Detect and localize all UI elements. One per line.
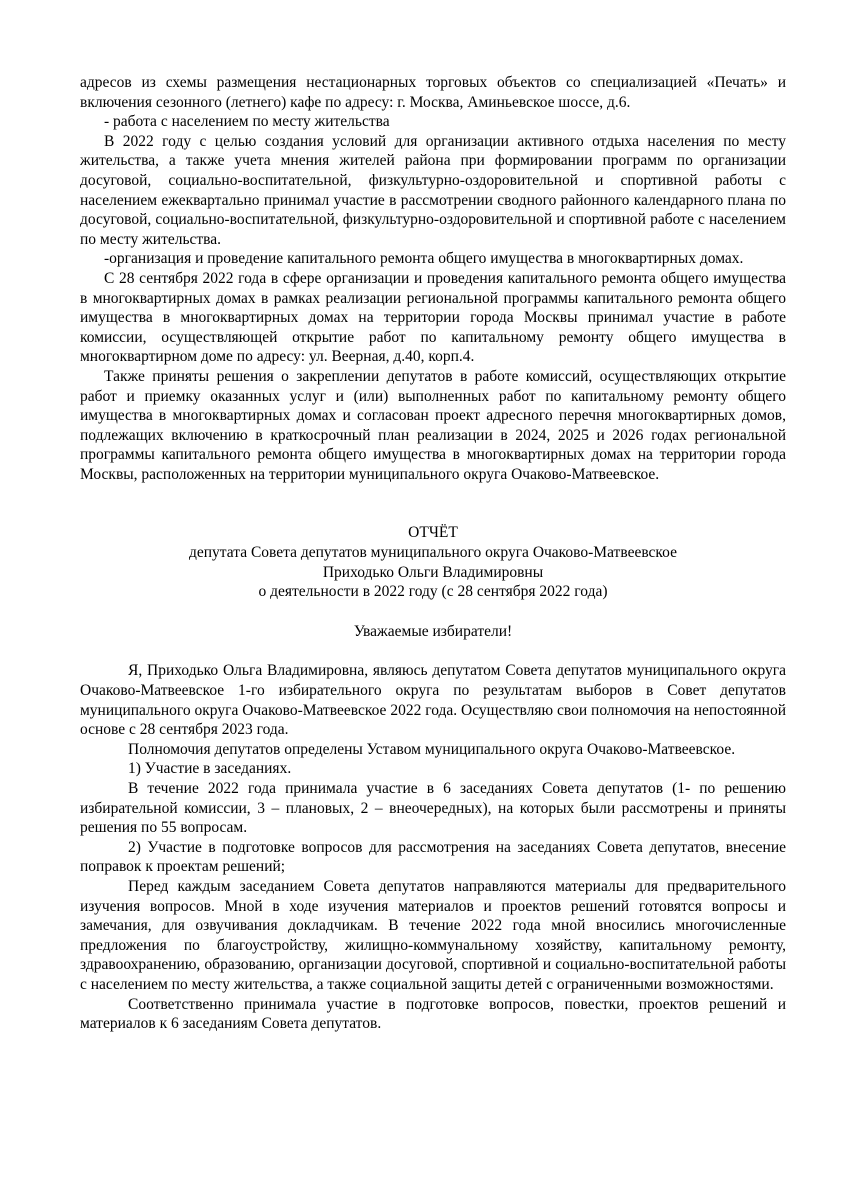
greeting: Уважаемые избиратели!	[353, 622, 513, 640]
paragraph: Соответственно принимала участие в подготовке вопросов, повестки, проектов решений и материалов к 6 заседаниям Совета депутатов.	[80, 995, 786, 1033]
report-author: Приходько Ольги Владимировны	[322, 563, 544, 581]
paragraph: Полномочия депутатов определены Уставом муниципального округа Очаково-Матвеевское.	[128, 740, 736, 758]
report-title: ОТЧЁТ	[408, 524, 458, 542]
paragraph: Также приняты решения о закреплении депутатов в работе комиссий, осуществляющих открытие работ и приемку оказанных услуг и (или) выполненных работ по капитальному ремонту общего имущества в многоквартирных домах и согласован проект адресного перечня многоквартирных домов, подлежащих включению в краткосрочный план реализации в 2024, 2025 и 2026 годах региональной программы капитального ремонта общего имущества в многоквартирных домах на территории города Москвы, расположенных на территории муниципального округа Очаково-Матвеевское.	[80, 367, 786, 483]
paragraph: Перед каждым заседанием Совета депутатов направляются материалы для предварительного изучения вопросов. Мной в ходе изучения материалов и проектов решений готовятся вопросы и замечания, для озвучивания докладчикам. В течение 2022 года мной вносились многочисленные предложения по благоустройству, жилищно-коммунальному хозяйству, капитальному ремонту, здравоохранению, образованию, организации досуговой, спортивной и социально-воспитательной работы с населением по месту жительства, а также социальной защиты детей с ограниченными возможностями.	[80, 877, 786, 993]
document-page	[80, 73, 786, 1034]
section-heading: -организация и проведение капитального ремонта общего имущества в многоквартирных домах.	[104, 250, 744, 268]
list-heading: 1) Участие в заседаниях.	[128, 760, 292, 778]
section-heading: - работа с населением по месту жительства	[104, 113, 390, 131]
report-subtitle: депутата Совета депутатов муниципального округа Очаково-Матвеевское	[188, 544, 677, 562]
paragraph: Я, Приходько Ольга Владимировна, являюсь депутатом Совета депутатов муниципального округа Очаково-Матвеевское 1-го избирательного округа по результатам выборов в Совет депутатов муниципального округа Очаково-Матвеевское 2022 года. Осуществляю свои полномочия на непостоянной основе с 28 сентября 2023 года.	[80, 662, 786, 739]
paragraph: С 28 сентября 2022 года в сфере организации и проведения капитального ремонта общего имущества в многоквартирных домах в рамках реализации региональной программы капитального ремонта общего имущества в многоквартирных домах на территории города Москвы принимал участие в работе комиссии, осуществляющей открытие работ по капитальному ремонту общего имущества в многоквартирном доме по адресу: ул. Веерная, д.40, корп.4.	[80, 269, 786, 366]
paragraph: В течение 2022 года принимала участие в 6 заседаниях Совета депутатов (1- по решению избирательной комиссии, 3 – плановых, 2 – внеочередных), на которых были рассмотрены и приняты решения по 55 вопросам.	[80, 780, 786, 837]
report-period: о деятельности в 2022 году (с 28 сентября 2022 года)	[258, 583, 608, 601]
paragraph: В 2022 году с целью создания условий для организации активного отдыха населения по месту жительства, а также учета мнения жителей района при формировании программ по организации досуговой, социально-воспитательной, физкультурно-оздоровительной и спортивной работы с населением ежеквартально принимал участие в рассмотрении сводного районного календарного плана по досуговой, социально-воспитательной, физкультурно-оздоровительной и спортивной работе с населением по месту жительства.	[80, 132, 786, 248]
list-heading: 2) Участие в подготовке вопросов для рассмотрения на заседаниях Совета депутатов, внесение поправок к проектам решений;	[80, 838, 786, 876]
paragraph: адресов из схемы размещения нестационарных торговых объектов со специализацией «Печать» и включения сезонного (летнего) кафе по адресу: г. Москва, Аминьевское шоссе, д.6.	[80, 74, 786, 111]
